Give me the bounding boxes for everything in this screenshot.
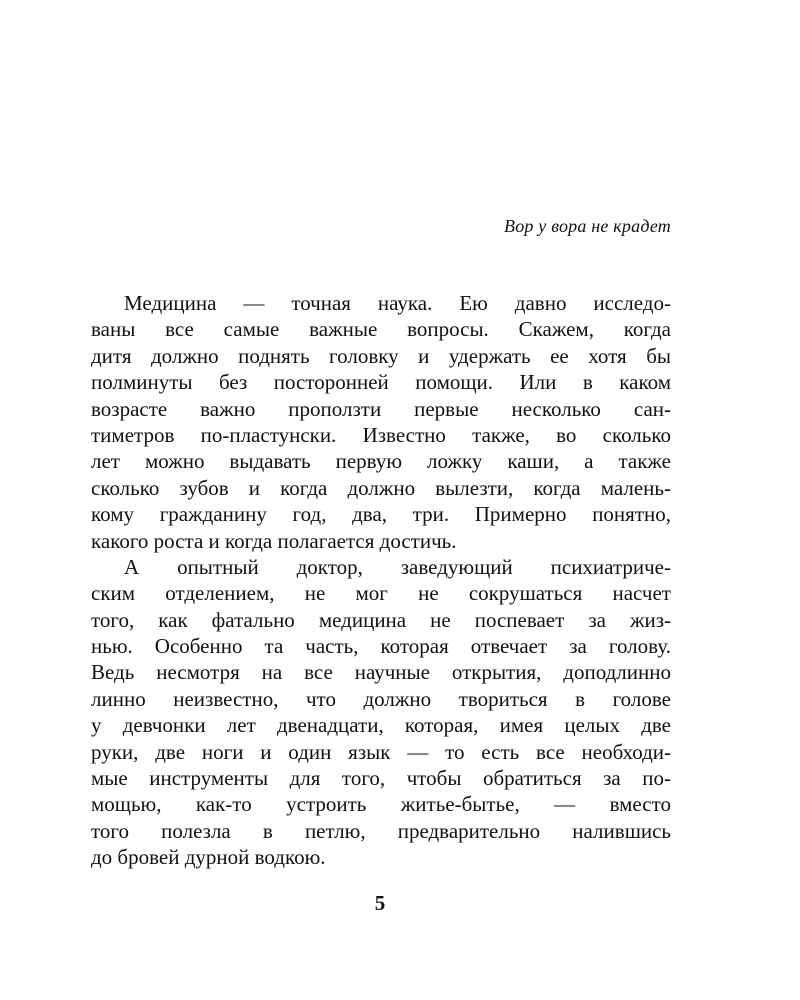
text-line: А опытный доктор, заведующий психиатриче- <box>124 554 671 579</box>
page-number: 5 <box>374 891 386 915</box>
text-line: сколько зубов и когда должно вылезти, когда малень- <box>91 475 671 500</box>
text-line: мощью, как-то устроить житье-бытье, — вместо <box>91 792 671 817</box>
body-text <box>91 290 671 871</box>
text-line: до бровей дурной водкою. <box>91 845 326 870</box>
text-line: нью. Особенно та часть, которая отвечает за голову. <box>91 634 671 659</box>
paragraph-1 <box>91 290 671 554</box>
text-line: руки, две ноги и один язык — то есть все необходи- <box>91 739 671 764</box>
text-line: Ведь несмотря на все научные открытия, доподлинно <box>91 660 671 685</box>
text-line: ваны все самые важные вопросы. Скажем, когда <box>91 317 671 342</box>
text-line: тиметров по-пластунски. Известно также, во сколько <box>91 422 671 447</box>
text-line: мые инструменты для того, чтобы обратиться за по- <box>91 766 671 791</box>
text-line: дитя должно поднять головку и удержать ее хотя бы <box>91 343 671 368</box>
text-line: лет можно выдавать первую ложку каши, а также <box>91 449 671 474</box>
text-line: ским отделением, не мог не сокрушаться насчет <box>91 581 671 606</box>
text-line: кому гражданину год, два, три. Примерно понятно, <box>91 502 671 527</box>
text-line: у девчонки лет двенадцати, которая, имея целых две <box>91 713 671 738</box>
text-line: того полезла в петлю, предварительно налившись <box>91 818 671 843</box>
text-line: линно неизвестно, что должно твориться в голове <box>91 686 671 711</box>
paragraph-2 <box>91 554 671 871</box>
text-line: возрасте важно проползти первые несколько сан- <box>91 396 671 421</box>
text-line: Медицина — точная наука. Ею давно исследо- <box>124 291 671 315</box>
running-head: Вор у вора не крадет <box>504 216 671 236</box>
text-line: того, как фатально медицина не поспевает за жиз- <box>91 607 671 632</box>
text-line: полминуты без посторонней помощи. Или в каком <box>91 370 671 395</box>
text-line: какого роста и когда полагается достичь. <box>91 528 457 553</box>
